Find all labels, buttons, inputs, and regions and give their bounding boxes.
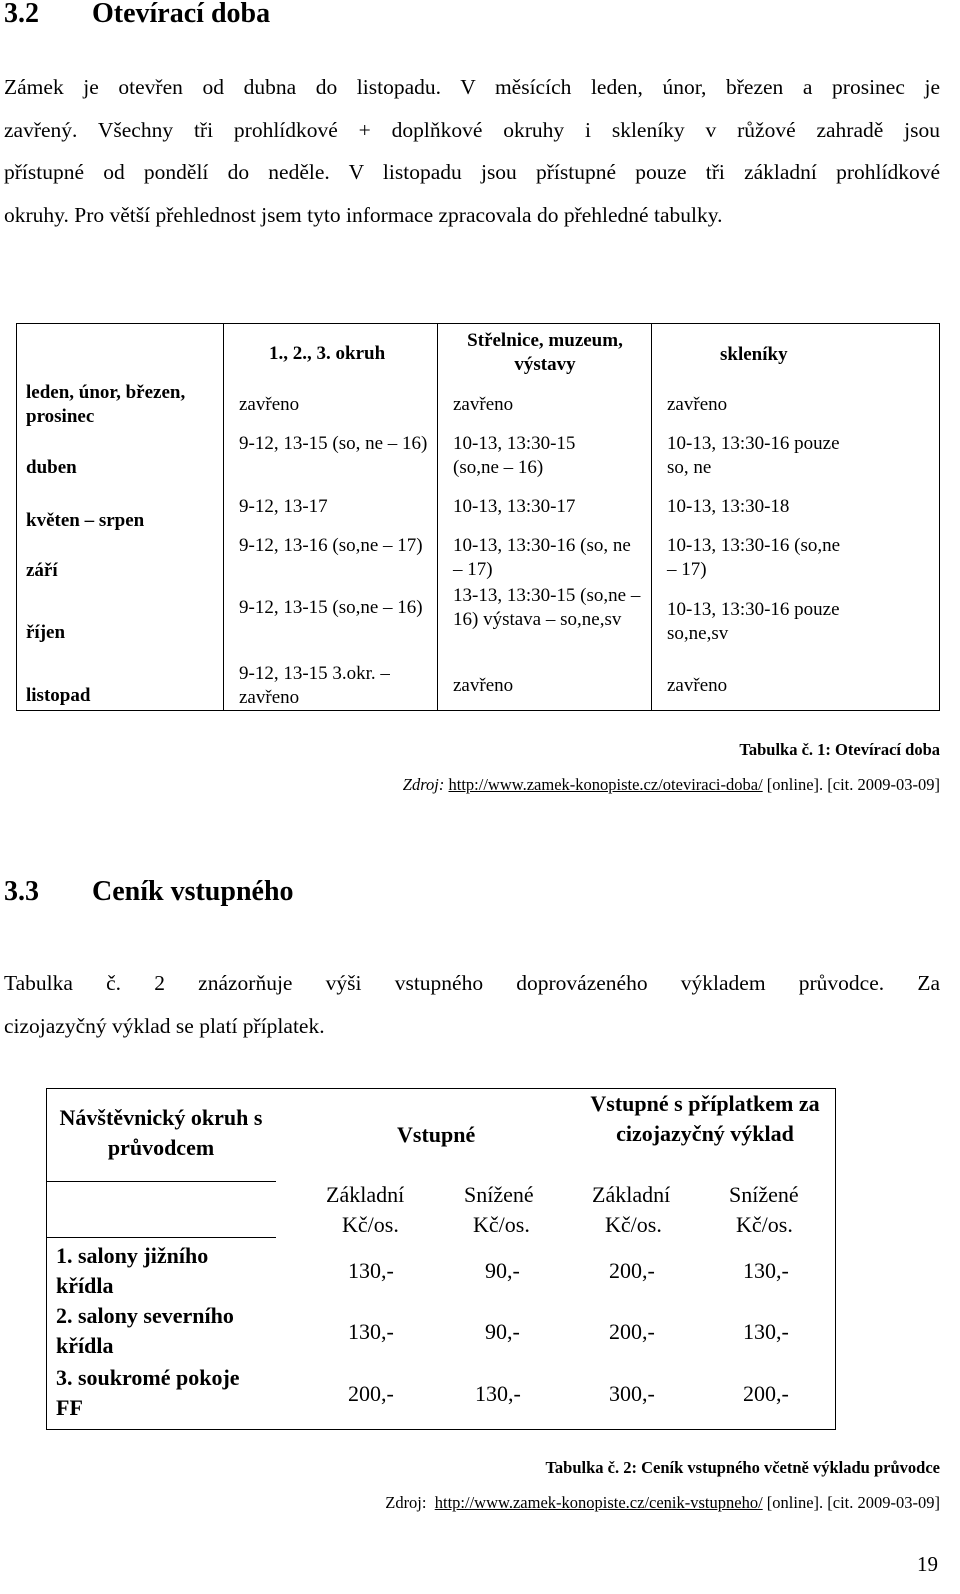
table-cell: 9-12, 13-15 (so,ne – 16) — [239, 597, 423, 618]
column-header: 1., 2., 3. okruh — [269, 343, 386, 364]
price-cell: 90,- — [485, 1258, 520, 1283]
unit-label: Kč/os. — [473, 1212, 530, 1237]
section-title: Ceník vstupného — [92, 876, 294, 907]
price-cell: 200,- — [609, 1319, 655, 1344]
column-header: Vstupné s příplatkem za cizojazyčný výklad — [590, 1091, 820, 1146]
price-cell: 200,- — [609, 1258, 655, 1283]
subheader-basic: Základní — [592, 1182, 671, 1207]
page-number: 19 — [917, 1552, 938, 1576]
price-table — [46, 1088, 836, 1430]
period-cell: květen – srpen — [26, 510, 145, 531]
paragraph-line: Tabulka č. 2 znázorňuje výši vstupného doprovázeného výkladem průvodce. Za — [4, 971, 940, 995]
table-cell: 13-13, 13:30-15 (so,ne – 16) výstava – so,ne,sv — [453, 585, 641, 630]
section-heading-3-3 — [4, 876, 294, 908]
paragraph-line: přístupné od pondělí do neděle. V listopadu jsou přístupné pouze tři základní prohlídkové — [4, 160, 940, 184]
price-cell: 130,- — [348, 1319, 394, 1344]
route-cell: 3. soukromé pokoje FF — [56, 1365, 240, 1420]
source-citation: [online]. [cit. 2009-03-09] — [766, 1493, 940, 1512]
column-header: Návštěvnický okruh s průvodcem — [59, 1105, 263, 1160]
table-cell: 10-13, 13:30-16 pouze so, ne — [667, 433, 840, 478]
table-cell: 9-12, 13-15 (so, ne – 16) — [239, 433, 428, 454]
source-link[interactable]: http://www.zamek-konopiste.cz/oteviraci-doba/ — [448, 775, 763, 794]
route-cell: 1. salony jižního křídla — [56, 1243, 209, 1298]
section-title: Otevírací doba — [92, 0, 271, 29]
subheader-reduced: Snížené — [729, 1182, 799, 1207]
table-cell: 10-13, 13:30-15 (so,ne – 16) — [453, 433, 576, 478]
table-cell: zavřeno — [667, 394, 728, 415]
route-cell: 2. salony severního křídla — [56, 1303, 234, 1358]
unit-label: Kč/os. — [342, 1212, 399, 1237]
price-cell: 130,- — [348, 1258, 394, 1283]
column-header: Střelnice, muzeum, výstavy — [467, 330, 623, 375]
source-label: Zdroj: — [385, 1493, 427, 1512]
unit-label: Kč/os. — [736, 1212, 793, 1237]
source-citation: [online]. [cit. 2009-03-09] — [766, 775, 940, 794]
table-cell: zavřeno — [239, 394, 300, 415]
unit-label: Kč/os. — [605, 1212, 662, 1237]
table-cell: 10-13, 13:30-16 pouze so,ne,sv — [667, 599, 840, 644]
table-cell: 9-12, 13-17 — [239, 496, 328, 517]
section-number: 3.3 — [4, 876, 39, 907]
table-cell: 10-13, 13:30-17 — [453, 496, 576, 517]
table-cell: 9-12, 13-16 (so,ne – 17) — [239, 535, 423, 556]
table-source — [385, 1493, 940, 1513]
source-link[interactable]: http://www.zamek-konopiste.cz/cenik-vstupneho/ — [434, 1493, 763, 1512]
paragraph-line: Zámek je otevřen od dubna do listopadu. V měsících leden, únor, březen a prosinec je — [4, 75, 940, 99]
price-cell: 130,- — [743, 1319, 789, 1344]
table-cell: 10-13, 13:30-16 (so,ne – 17) — [667, 535, 841, 580]
table-caption: Tabulka č. 1: Otevírací doba — [739, 740, 940, 759]
price-cell: 300,- — [609, 1381, 655, 1406]
paragraph-line: zavřený. Všechny tři prohlídkové + doplňkové okruhy i skleníky v růžové zahradě jsou — [4, 117, 940, 142]
paragraph-line: okruhy. Pro větší přehlednost jsem tyto informace zpracovala do přehledné tabulky. — [4, 202, 723, 227]
price-cell: 200,- — [743, 1381, 789, 1406]
price-cell: 90,- — [485, 1319, 520, 1344]
column-header: skleníky — [720, 344, 788, 365]
period-cell: listopad — [26, 685, 91, 706]
table-cell: zavřeno — [453, 675, 514, 696]
subheader-reduced: Snížené — [464, 1182, 534, 1207]
subheader-basic: Základní — [326, 1182, 405, 1207]
table-caption: Tabulka č. 2: Ceník vstupného včetně výkladu průvodce — [545, 1458, 940, 1477]
paragraph-line: cizojazyčný výklad se platí příplatek. — [4, 1013, 325, 1038]
period-cell: říjen — [26, 622, 66, 643]
intro-paragraph-3-3 — [4, 962, 940, 1047]
price-cell: 130,- — [475, 1381, 521, 1406]
intro-paragraph-3-2 — [4, 66, 940, 236]
opening-hours-table — [16, 323, 940, 711]
table-cell: zavřeno — [453, 394, 514, 415]
column-header: Vstupné — [397, 1122, 476, 1147]
section-heading-3-2 — [4, 0, 270, 30]
period-cell: leden, únor, březen, prosinec — [26, 382, 186, 427]
table-cell: zavřeno — [667, 675, 728, 696]
price-cell: 130,- — [743, 1258, 789, 1283]
section-number: 3.2 — [4, 0, 39, 29]
table-cell: 9-12, 13-15 3.okr. – zavřeno — [239, 663, 390, 708]
table-source — [403, 775, 940, 795]
period-cell: duben — [26, 457, 77, 478]
price-cell: 200,- — [348, 1381, 394, 1406]
table-cell: 10-13, 13:30-16 (so, ne – 17) — [453, 535, 631, 580]
source-label: Zdroj: — [402, 775, 445, 794]
period-cell: září — [26, 560, 58, 581]
table-cell: 10-13, 13:30-18 — [667, 496, 790, 517]
